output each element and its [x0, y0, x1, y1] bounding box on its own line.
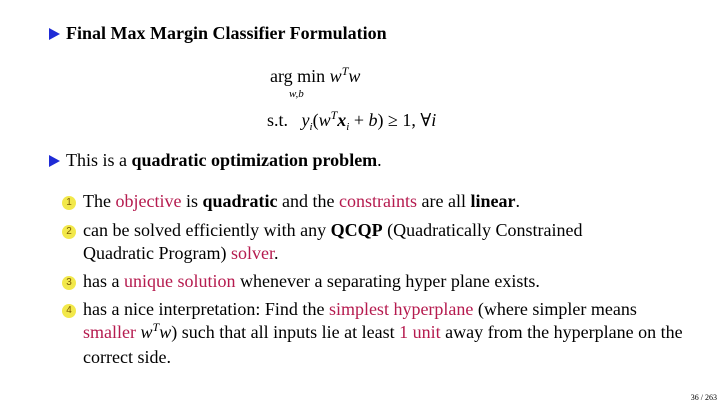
slide-title: Final Max Margin Classifier Formulation [66, 23, 387, 43]
formula-w: w [329, 66, 342, 86]
formula-line-1 [270, 66, 360, 87]
constraint-b: b [368, 110, 378, 130]
formula-w2: w [348, 66, 361, 86]
constraint-y: y [301, 110, 310, 130]
bullet-triangle-icon [49, 28, 60, 40]
constraint-plus: + [349, 110, 369, 130]
highlight-objective: objective [115, 191, 182, 211]
formula-line-2 [267, 110, 436, 131]
bullet-text-prefix: This is a [66, 150, 132, 170]
bullet-quadratic [66, 150, 382, 171]
constraint-w: w [318, 110, 331, 130]
formula-transpose: T [341, 64, 349, 78]
page-number: 36 / 263 [690, 393, 717, 402]
constraint-transpose: T [330, 108, 338, 122]
list-item: The objective is quadratic and the constraints are all linear. [83, 191, 520, 211]
constraint-x-sub: i [346, 121, 350, 133]
subject-to-label: s.t. [267, 110, 289, 130]
argmin-subscript: w,b [289, 88, 304, 100]
highlight-unique-solution: unique solution [123, 271, 236, 291]
list-item: can be solved efficiently with any QCQP (Quadratically Constrained Quadratic Program) solver. [83, 220, 583, 263]
list-number-icon: 1 [62, 196, 76, 210]
bullet-text-suffix: . [377, 150, 382, 170]
constraint-forall-i: i [431, 110, 437, 130]
highlight-smaller: smaller [83, 322, 141, 342]
highlight-simplest-hyperplane: simplest hyperplane [328, 299, 474, 319]
highlight-solver: solver [230, 243, 274, 263]
bullet-text-bold: quadratic optimization problem [131, 150, 378, 170]
highlight-one-unit: 1 unit [399, 322, 441, 342]
list-item: has a unique solution whenever a separating hyper plane exists. [83, 271, 540, 291]
constraint-open: ( [312, 110, 319, 130]
constraint-x: x [337, 110, 347, 130]
argmin-operator: arg min [270, 66, 326, 86]
constraint-close: ) ≥ 1, ∀ [377, 110, 432, 130]
constraint-y-sub: i [309, 121, 313, 133]
bullet-triangle-icon [49, 155, 60, 167]
list-number-icon: 4 [62, 304, 76, 318]
highlight-constraints: constraints [338, 191, 417, 211]
list-number-icon: 3 [62, 276, 76, 290]
list-number-icon: 2 [62, 225, 76, 239]
list-item: has a nice interpretation: Find the simplest hyperplane (where simpler means smaller $w^Tw$) such that all inputs lie at least 1 unit away from the hyperplane on the correct side. [83, 299, 683, 367]
